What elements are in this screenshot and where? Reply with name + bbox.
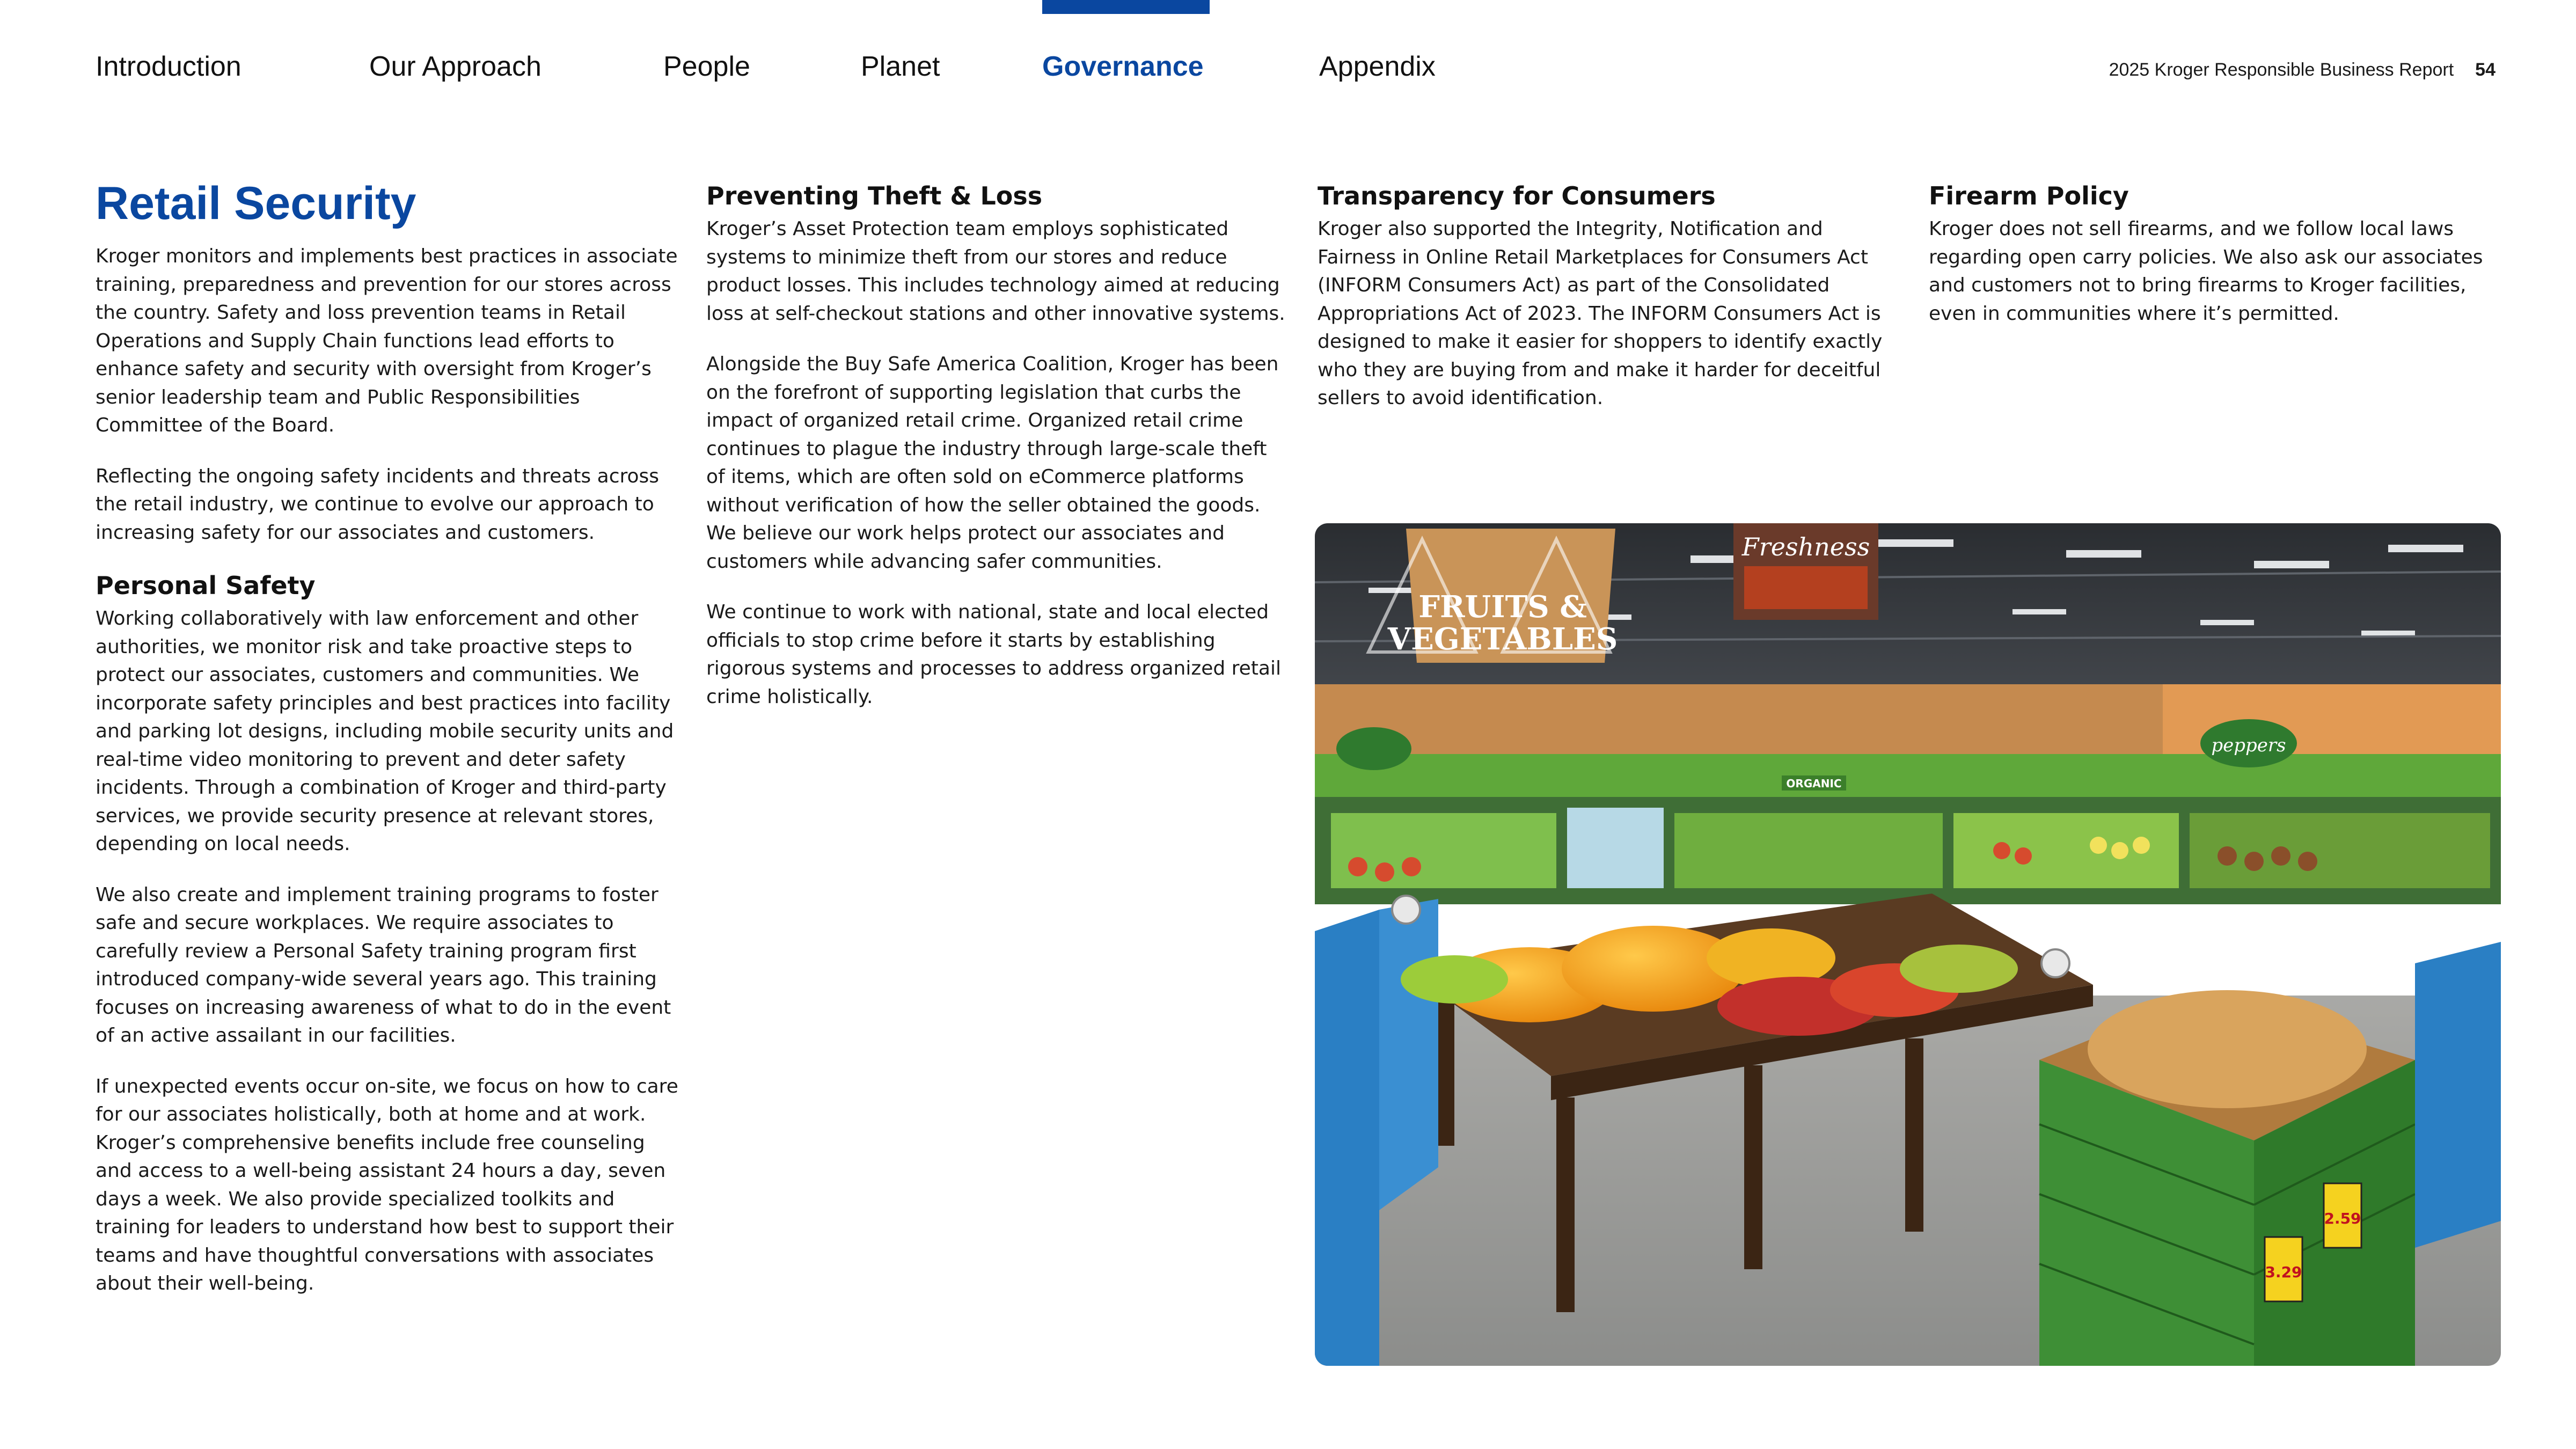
section-heading-personal-safety: Personal Safety [96, 571, 316, 600]
section-heading-firearm-policy: Firearm Policy [1929, 181, 2129, 210]
page-number: 54 [2475, 60, 2496, 80]
report-title: 2025 Kroger Responsible Business Report [2109, 60, 2454, 80]
sign-fruits-line2: VEGETABLES [1387, 621, 1618, 657]
paragraph: Kroger’s Asset Protection team employs sophisticated systems to minimize theft from our stores and reduce product losses. This includes technology aimed at reducing loss at self-checkout stations and other innovative systems. [706, 218, 1285, 325]
page-title: Retail Security [96, 178, 416, 229]
sign-freshness: Freshness [1741, 532, 1870, 561]
column-firearm-policy [1929, 180, 2498, 350]
active-tab-indicator [1042, 0, 1210, 14]
nav-introduction[interactable]: Introduction [96, 51, 241, 82]
nav-governance[interactable]: Governance [1042, 51, 1204, 82]
price-tag-1: 3.29 [2265, 1263, 2302, 1281]
column-transparency [1318, 180, 1902, 435]
paragraph: If unexpected events occur on-site, we focus on how to care for our associates holistically, both at home and at work. Kroger’s comprehensive benefits include free counseling and access to a well-being assistant 24 hours a day, seven days a week. We also provide specialized toolkits and training for leaders to understand how best to support their teams and have thoughtful conversations with associates about their well-being. [96, 1075, 678, 1294]
sign-fruits-line1: FRUITS & [1418, 589, 1587, 625]
section-heading-transparency: Transparency for Consumers [1318, 181, 1716, 210]
price-tag-2: 2.59 [2324, 1210, 2361, 1227]
nav-people[interactable]: People [663, 51, 750, 82]
sign-organic: ORGANIC [1786, 777, 1842, 790]
paragraph: Reflecting the ongoing safety incidents and threats across the retail industry, we continue to evolve our approach to increasing safety for our associates and customers. [96, 465, 660, 544]
nav-planet[interactable]: Planet [861, 51, 940, 82]
report-meta [2109, 58, 2496, 82]
column-retail-security [96, 171, 680, 1321]
paragraph: Kroger monitors and implements best practices in associate training, preparedness and prevention for our stores across the country. Safety and loss prevention teams in Retail Operations and Supply Chain functions lead efforts to enhance safety and security with oversight from Kroger’s senior leadership team and Public Responsibilities Committee of the Board. [96, 245, 678, 436]
paragraph: Kroger also supported the Integrity, Notification and Fairness in Online Retail Marketplaces for Consumers Act (INFORM Consumers Act) as part of the Consolidated Appropriations Act of 2023. The INFORM Consumers Act is designed to make it easier for shoppers to identify exactly who they are buying from and make it harder for deceitful sellers to avoid identification. [1318, 218, 1883, 409]
nav-our-approach[interactable]: Our Approach [369, 51, 541, 82]
paragraph: Working collaboratively with law enforcement and other authorities, we monitor risk and take proactive steps to protect our associates, customers and communities. We incorporate safety principles and best practices into facility and parking lot designs, including mobile security units and real-time video monitoring to prevent and deter safety incidents. Through a combination of Kroger and third-party services, we provide security presence at relevant stores, depending on local needs. [96, 608, 674, 855]
top-navigation [0, 0, 2576, 107]
paragraph: Kroger does not sell firearms, and we follow local laws regarding open carry policies. We also ask our associates and customers not to bring firearms to Kroger facilities, even in communities where it’s permitted. [1929, 218, 2483, 325]
sign-peppers: peppers [2211, 735, 2286, 756]
section-heading-preventing-theft: Preventing Theft & Loss [706, 181, 1043, 210]
nav-appendix[interactable]: Appendix [1319, 51, 1436, 82]
paragraph: Alongside the Buy Safe America Coalition, Kroger has been on the forefront of supporting legislation that curbs the impact of organized retail crime. Organized retail crime continues to plague the industry through large-scale theft of items, which are often sold on eCommerce platforms without verification of how the seller obtained the goods. We believe our work helps protect our associates and customers while advancing safer communities. [706, 353, 1279, 573]
column-preventing-theft [706, 180, 1291, 734]
produce-section-photo [1315, 523, 2501, 1366]
paragraph: We also create and implement training programs to foster safe and secure workplaces. We require associates to carefully review a Personal Safety training program first introduced company-wide several years ago. This training focuses on increasing awareness of what to do in the event of an active assailant in our facilities. [96, 883, 671, 1046]
paragraph: We continue to work with national, state and local elected officials to stop crime before it starts by establishing rigorous systems and processes to address organized retail crime holistically. [706, 601, 1281, 708]
